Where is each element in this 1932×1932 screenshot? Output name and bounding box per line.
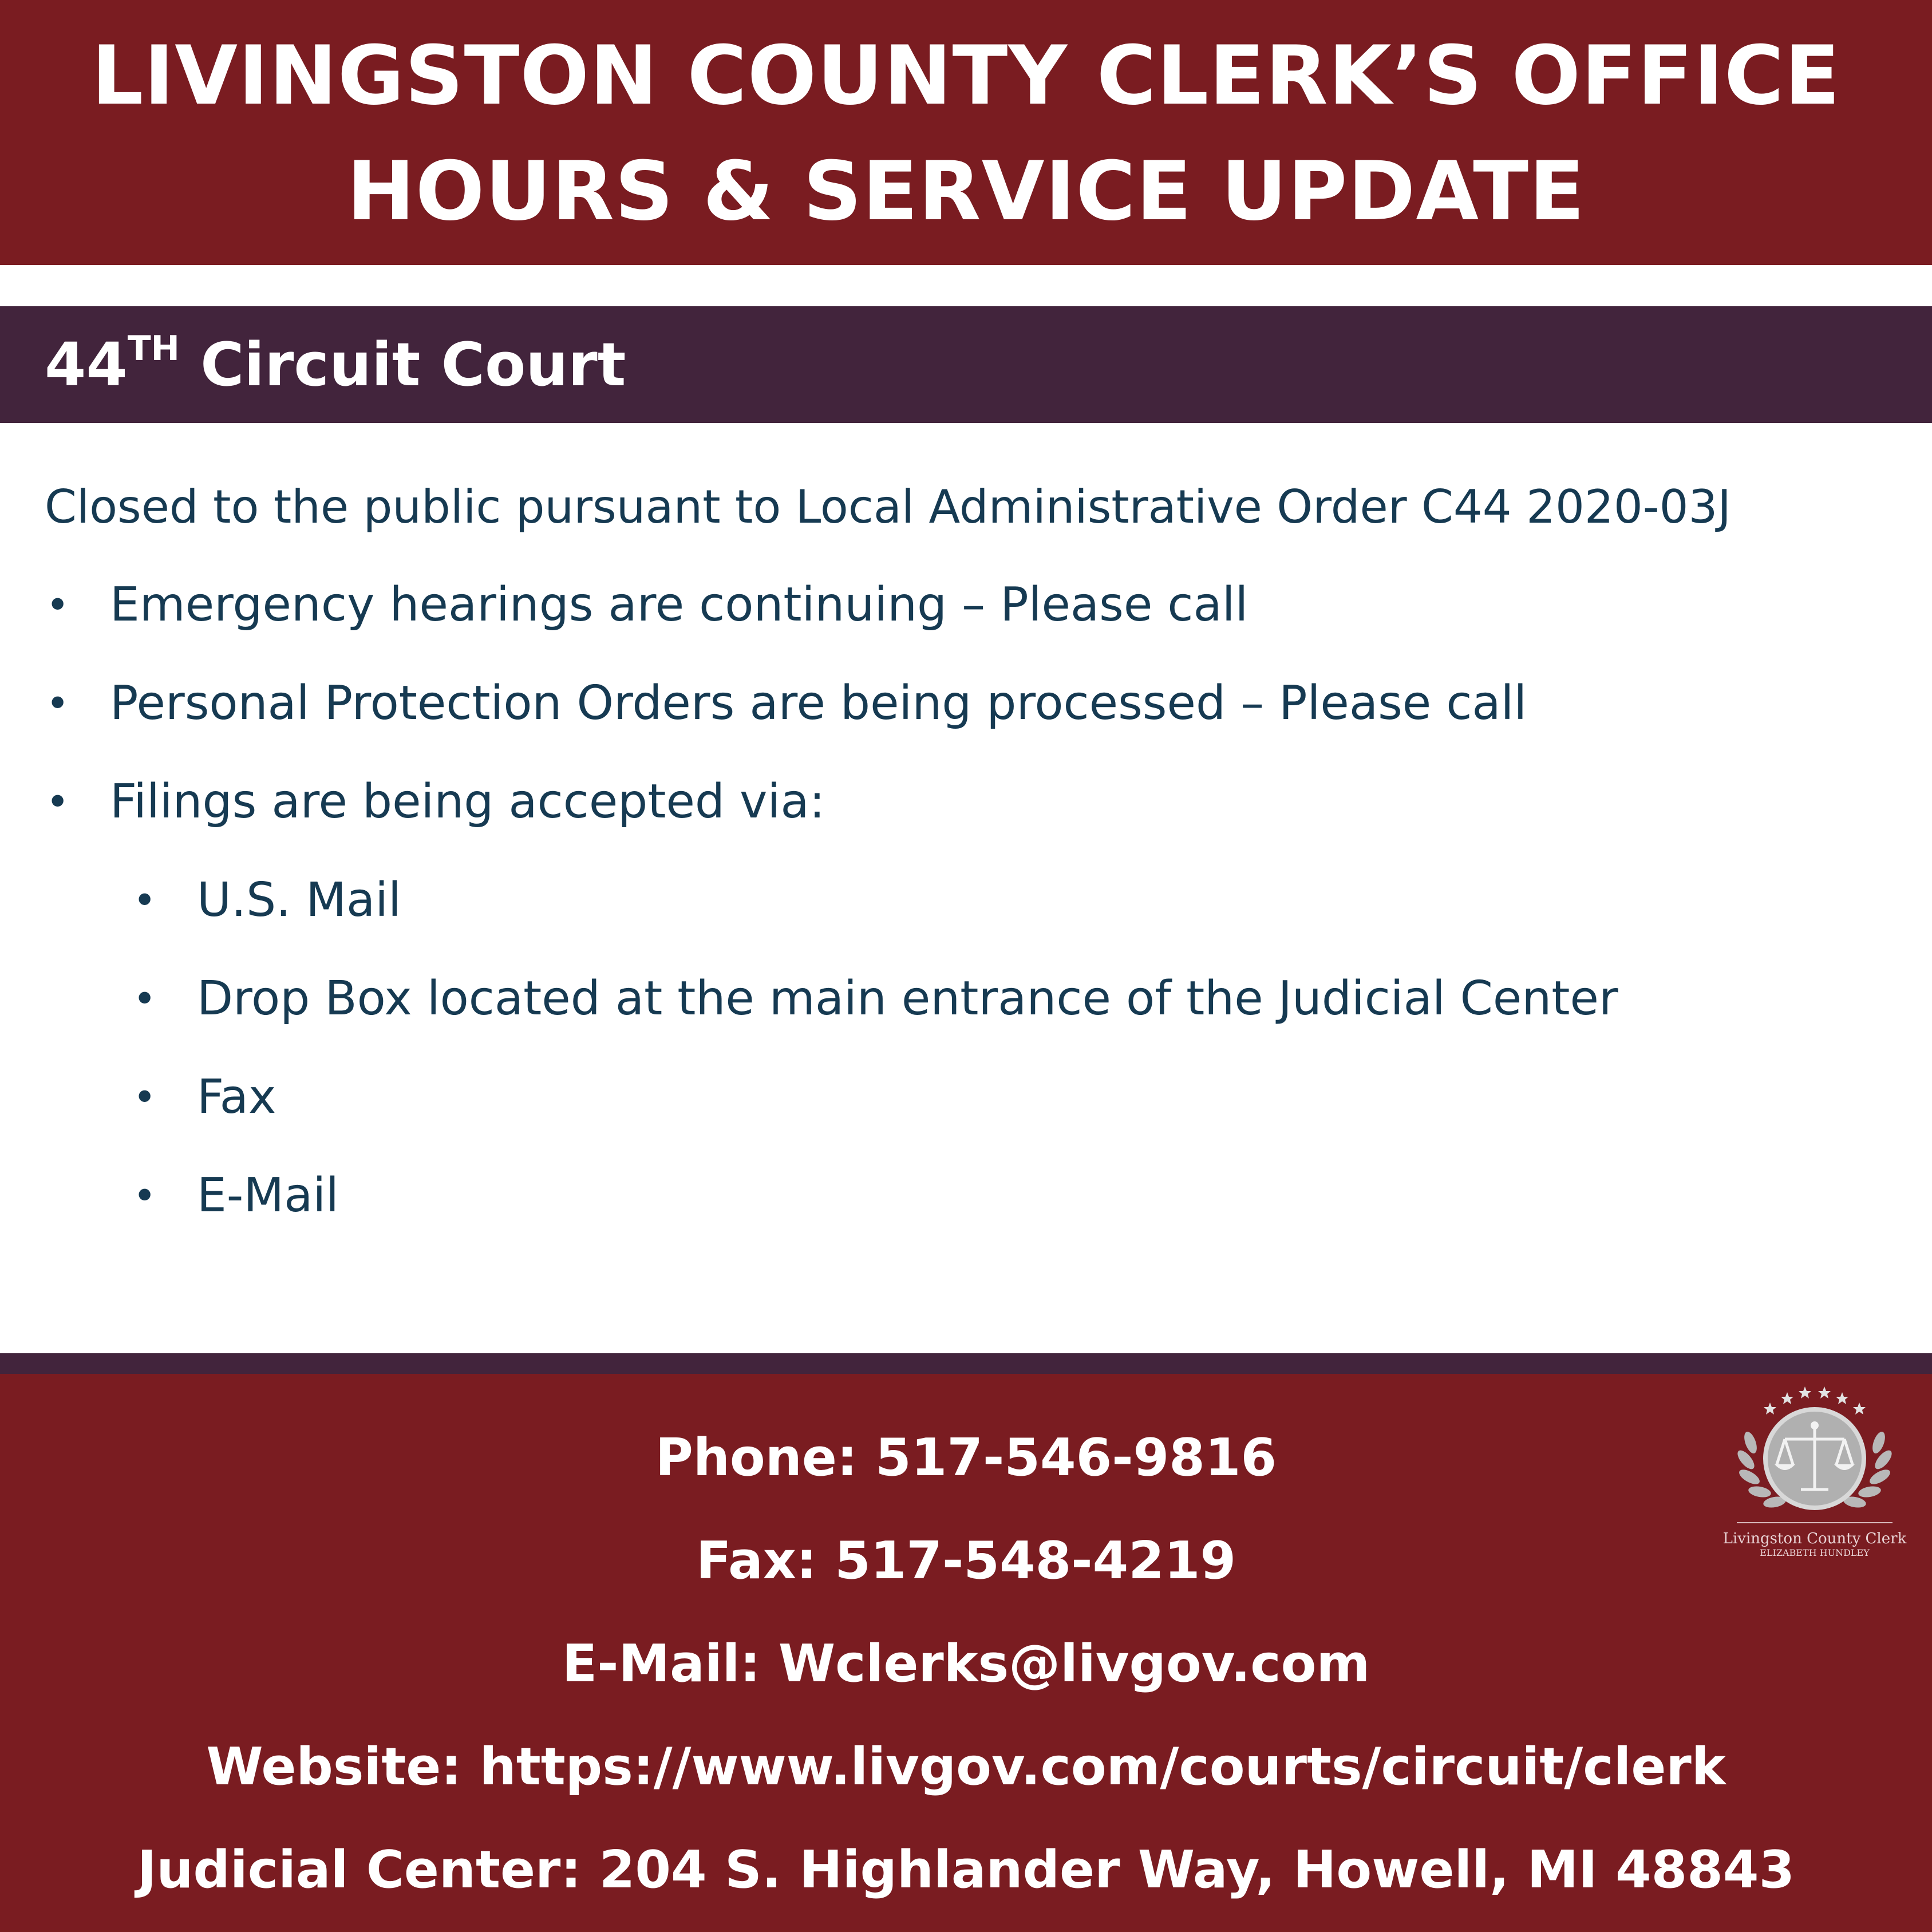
sub-item-email: E-Mail: [197, 1168, 339, 1223]
list-item-protection-orders: Personal Protection Orders are being processed – Please call: [110, 676, 1527, 730]
contact-phone: Phone: 517-546-9816: [655, 1428, 1277, 1488]
sub-item-drop-box: Drop Box located at the main entrance of the Judicial Center: [197, 971, 1618, 1026]
footer-divider: [0, 1353, 1932, 1374]
bullet-icon: •: [46, 680, 70, 727]
section-title-number: 44: [45, 330, 128, 400]
scales-of-justice-icon: [1717, 1380, 1912, 1530]
closure-notice: Closed to the public pursuant to Local Administrative Order C44 2020-03J: [45, 480, 1731, 534]
seal-label: Livingston County Clerk: [1722, 1530, 1907, 1547]
sub-item-fax: Fax: [197, 1070, 276, 1124]
bullet-icon: •: [133, 1172, 157, 1219]
header-banner: [0, 0, 1932, 265]
page-title-line-2: HOURS & SERVICE UPDATE: [346, 144, 1586, 239]
section-title: [45, 306, 626, 432]
bullet-icon: •: [133, 1074, 157, 1121]
contact-website[interactable]: Website: https://www.livgov.com/courts/circuit/clerk: [206, 1737, 1726, 1797]
section-header-bar: [0, 306, 1932, 423]
bullet-icon: •: [46, 582, 70, 629]
seal-sublabel: ELIZABETH HUNDLEY: [1760, 1547, 1870, 1558]
list-item-filings: Filings are being accepted via:: [110, 775, 825, 829]
contact-email[interactable]: E-Mail: Wclerks@livgov.com: [562, 1634, 1370, 1694]
county-clerk-seal: [1717, 1380, 1912, 1568]
bullet-icon: •: [133, 877, 157, 924]
list-item-emergency-hearings: Emergency hearings are continuing – Please call: [110, 578, 1249, 632]
footer-contact-banner: [0, 1374, 1932, 1932]
contact-fax: Fax: 517-548-4219: [696, 1531, 1236, 1591]
section-title-text: Circuit Court: [179, 330, 626, 400]
bullet-icon: •: [133, 975, 157, 1022]
sub-item-us-mail: U.S. Mail: [197, 873, 401, 927]
content-area: [0, 423, 1932, 1353]
contact-address: Judicial Center: 204 S. Highlander Way, Howell, MI 48843: [137, 1840, 1795, 1900]
page-title-line-1: LIVINGSTON COUNTY CLERK’S OFFICE: [91, 29, 1841, 123]
section-title-superscript: TH: [127, 329, 180, 369]
bullet-icon: •: [46, 779, 70, 825]
